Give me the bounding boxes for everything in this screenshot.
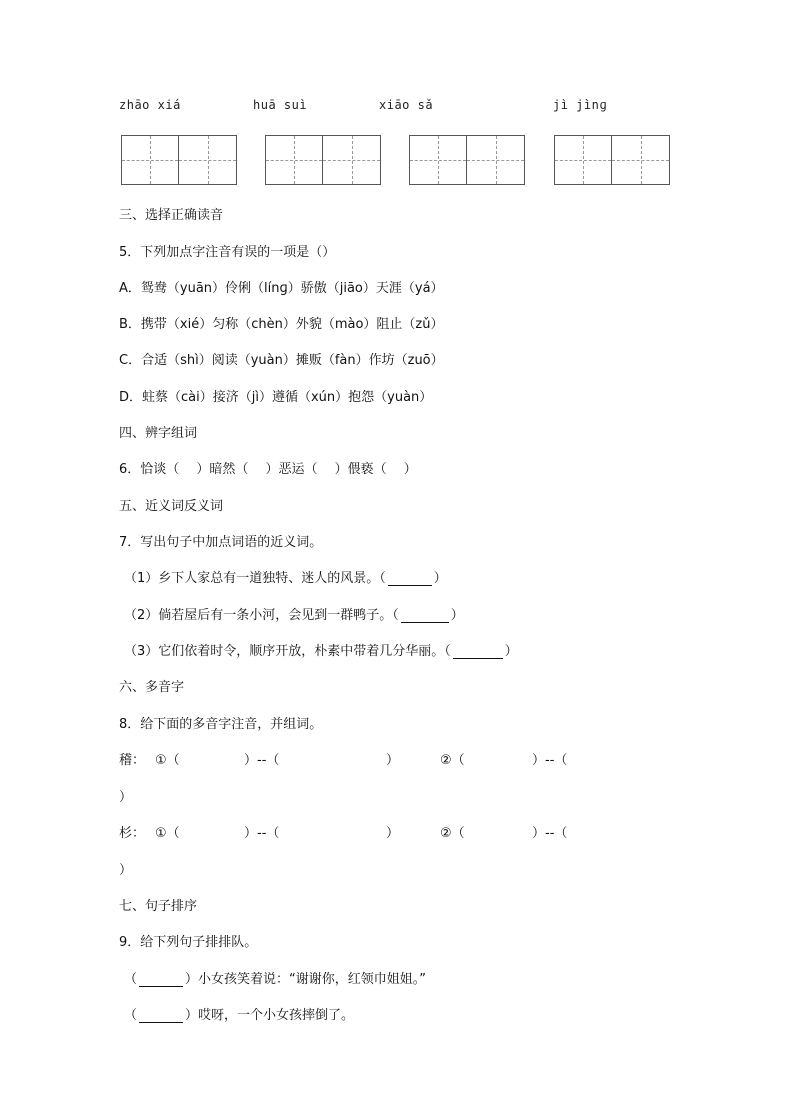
order-blank[interactable]	[139, 1008, 183, 1023]
sentence-item-2	[124, 1004, 354, 1023]
pinyin-label-4: jì jìnɡ	[553, 98, 608, 112]
section-3-title: 三、选择正确读音	[119, 208, 224, 223]
answer-blank[interactable]	[388, 571, 432, 586]
grid-cell[interactable]	[266, 136, 323, 184]
question-7: 7．写出句子中加点词语的近义词。	[119, 535, 323, 550]
polyphone-1-word-2-open: ）--（	[532, 753, 568, 768]
polyphone-2-reading-2-open: ②（	[440, 826, 465, 841]
grid-cell[interactable]	[612, 136, 669, 184]
writing-grid-2[interactable]	[265, 135, 381, 185]
section-5-title: 五、近义词反义词	[119, 499, 224, 514]
close-paren: ）	[185, 972, 199, 987]
close-paren: ）	[450, 608, 464, 623]
polyphone-label-1: 稽：	[119, 753, 146, 768]
polyphone-2-word-2-open: ）--（	[532, 826, 568, 841]
open-paren: （	[124, 1008, 138, 1023]
polyphone-1-word-1-open: ）--（	[244, 753, 280, 768]
section-4-title: 四、辨字组词	[119, 426, 198, 441]
close-paren: ）	[185, 1008, 199, 1023]
answer-blank[interactable]	[401, 608, 449, 623]
grid-cell[interactable]	[467, 136, 524, 184]
q5-option-d[interactable]: D．蛀蔡（cài）接济（jì）遵循（xún）抱怨（yuàn）	[119, 390, 433, 405]
question-8: 8．给下面的多音字注音，并组词。	[119, 717, 323, 732]
polyphone-label-2: 杉：	[119, 826, 146, 841]
pinyin-label-1: zhāo xiá	[119, 98, 181, 112]
q5-option-b[interactable]: B．携带（xié）匀称（chèn）外貌（mào）阻止（zǔ）	[119, 317, 444, 332]
q7-item-1	[124, 567, 447, 586]
question-9: 9．给下列句子排排队。	[119, 935, 258, 950]
close-paren: ）	[504, 644, 518, 659]
q7-item-text: （3）它们依着时令，顺序开放，朴素中带着几分华丽。（	[124, 644, 451, 659]
section-7-title: 七、句子排序	[119, 899, 198, 914]
pinyin-label-3: xiāo sǎ	[379, 98, 434, 112]
open-paren: （	[124, 972, 138, 987]
polyphone-2-word-1-open: ）--（	[244, 826, 280, 841]
q7-item-3	[124, 640, 518, 659]
q7-item-2	[124, 604, 464, 623]
q5-option-c[interactable]: C．合适（shì）阅读（yuàn）摊贩（fàn）作坊（zuō）	[119, 353, 444, 368]
polyphone-1-reading-1-open: ①（	[155, 753, 180, 768]
answer-blank[interactable]	[453, 644, 503, 659]
close-paren: ）	[433, 571, 447, 586]
writing-grid-1[interactable]	[121, 135, 237, 185]
sentence-item-1	[124, 968, 426, 987]
grid-cell[interactable]	[179, 136, 236, 184]
order-blank[interactable]	[139, 972, 183, 987]
polyphone-1-reading-2-open: ②（	[440, 753, 465, 768]
sentence-text: 哎呀，一个小女孩摔倒了。	[198, 1008, 355, 1023]
polyphone-1-word-2-close: ）	[119, 790, 133, 805]
q5-option-a[interactable]: A．鸳鸯（yuān）伶俐（línɡ）骄傲（jiāo）天涯（yá）	[119, 281, 444, 296]
q7-item-text: （1）乡下人家总有一道独特、迷人的风景。（	[124, 571, 386, 586]
grid-cell[interactable]	[122, 136, 179, 184]
question-6: 6．恰谈（ ）暗然（ ）恶运（ ）偎亵（ ）	[119, 462, 417, 477]
writing-grid-3[interactable]	[409, 135, 525, 185]
question-5: 5．下列加点字注音有误的一项是（）	[119, 245, 336, 260]
polyphone-2-word-2-close: ）	[119, 863, 133, 878]
q7-item-text: （2）倘若屋后有一条小河，会见到一群鸭子。（	[124, 608, 399, 623]
pinyin-label-2: huā suì	[253, 98, 308, 112]
writing-grid-4[interactable]	[554, 135, 670, 185]
grid-cell[interactable]	[555, 136, 612, 184]
section-6-title: 六、多音字	[119, 680, 185, 695]
grid-cell[interactable]	[323, 136, 380, 184]
grid-cell[interactable]	[410, 136, 467, 184]
polyphone-2-word-1-close: ）	[386, 826, 400, 841]
polyphone-1-word-1-close: ）	[386, 753, 400, 768]
sentence-text: 小女孩笑着说：“谢谢你，红领巾姐姐。”	[198, 972, 427, 987]
polyphone-2-reading-1-open: ①（	[155, 826, 180, 841]
